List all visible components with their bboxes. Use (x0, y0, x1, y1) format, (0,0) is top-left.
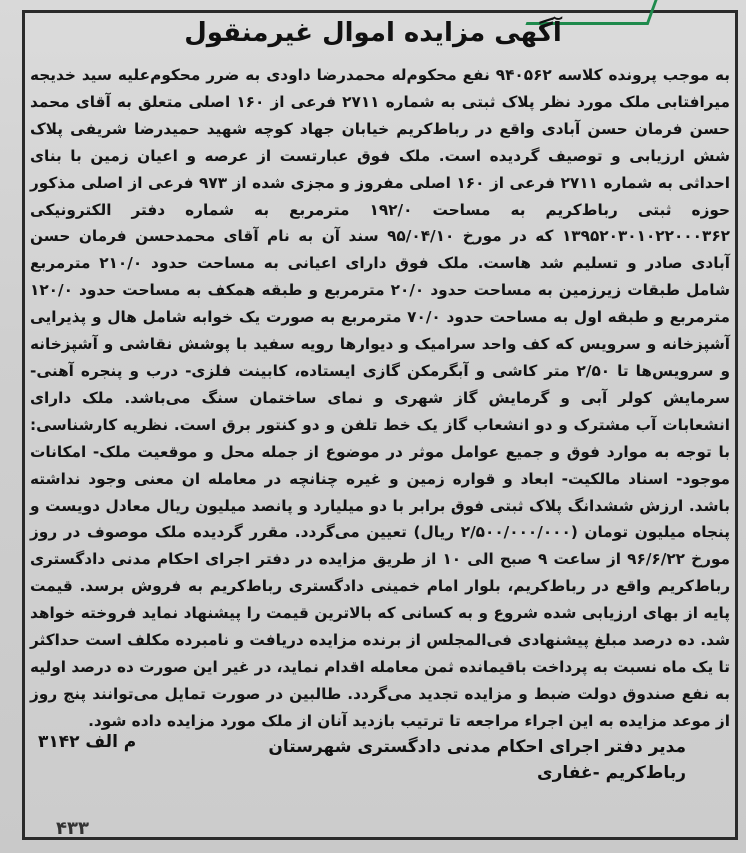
reference-number: م الف ۳۱۴۲ (38, 732, 137, 752)
notice-title: آگهی مزایده اموال غیرمنقول (184, 18, 562, 48)
signature-title: مدیر دفتر اجرای احکام مدنی دادگستری شهرستان (268, 737, 686, 757)
signature-block (268, 734, 686, 786)
notice-body: به موجب پرونده کلاسه ۹۴۰۵۶۲ نفع محکوم‌له محمدرضا داودی به ضرر محکوم‌علیه سید خدیجه میرافتابی ملک مورد نظر پلاک ثبتی به شماره ۲۷۱۱ فرعی از ۱۶۰ اصلی متعلق به آقای محمد حسن فرمان حسن آبادی واقع در رباط‌کریم خیابان جهاد کوچه شهید حمیدرضا شریفی پلاک شش ارزیابی و توصیف گردیده است. ملک فوق عبارتست از عرصه و اعیان زمین با بنای احداثی به شماره ۲۷۱۱ فرعی از ۱۶۰ اصلی مفروز و مجزی شده از ۹۷۳ فرعی از اصلی مذکور حوزه ثبتی رباط‌کریم به مساحت ۱۹۲/۰ مترمربع به شماره دفتر الکترونیکی ۱۳۹۵۲۰۳۰۱۰۲۲۰۰۰۳۶۲ که در مورخ ۹۵/۰۴/۱۰ سند آن به نام آقای محمدحسن فرمان حسن آبادی صادر و تسلیم شد هاست. ملک فوق دارای اعیانی به مساحت حدود ۲۱۰/۰ مترمربع شامل طبقات زیرزمین به مساحت حدود ۲۰/۰ مترمربع و طبقه همکف به مساحت حدود ۱۲۰/۰ مترمربع و طبقه اول به مساحت حدود ۷۰/۰ مترمربع به صورت یک خوابه شامل هال و پذیرایی آشپزخانه و سرویس که کف واحد سرامیک و دیوارها رویه سفید با پوشش نقاشی و آشپزخانه و سرویس‌ها تا ۲/۵۰ متر کاشی و آبگرمکن گازی ایستاده، کابینت فلزی- درب و پنجره آهنی- سرمایش کولر آبی و گرمایش گاز شهری و نمای ساختمان سنگ می‌باشد. ملک دارای انشعابات آب مشترک و دو انشعاب گاز یک خط تلفن و دو کنتور برق است. نظریه کارشناسی: با توجه به موارد فوق و جمیع عوامل موثر در موضوع از جمله محل و موقعیت ملک- امکانات موجود- اسناد مالکیت- ابعاد و قواره زمین و غیره چنانچه در معامله ان معنی وجود نداشته باشد. ارزش ششدانگ پلاک ثبتی فوق برابر با دو میلیارد و پانصد میلیون ریال معادل دویست و پنجاه میلیون تومان (۲/۵۰۰/۰۰۰/۰۰۰ ریال) تعیین می‌گردد. مقرر گردیده ملک موصوف در روز مورخ ۹۶/۶/۲۲ از ساعت ۹ صبح الی ۱۰ از طریق مزایده در دفتر اجرای احکام مدنی دادگستری رباط‌کریم واقع در رباط‌کریم، بلوار امام خمینی دادگستری رباط‌کریم به فروش برسد. قیمت پایه از بهای ارزیابی شده شروع و به کسانی که بالاترین قیمت را پیشنهاد نماید فروخته خواهد شد. ده درصد مبلغ پیشنهادی فی‌المجلس از برنده مزایده دریافت و نامبرده مکلف است حداکثر تا یک ماه نسبت به پرداخت باقیمانده ثمن معامله اقدام نماید، در غیر این صورت ده درصد اولیه به نفع صندوق دولت ضبط و مزایده تجدید می‌گردد. طالبین در صورت تمایل می‌توانند پنج روز از موعد مزایده به این اجراء مراجعه تا ترتیب بازدید آنان از ملک مورد مزایده داده شود. (30, 66, 731, 730)
page-number: ۴۳۳ (56, 818, 89, 839)
signature-name: رباط‌کریم -غفاری (537, 763, 686, 783)
